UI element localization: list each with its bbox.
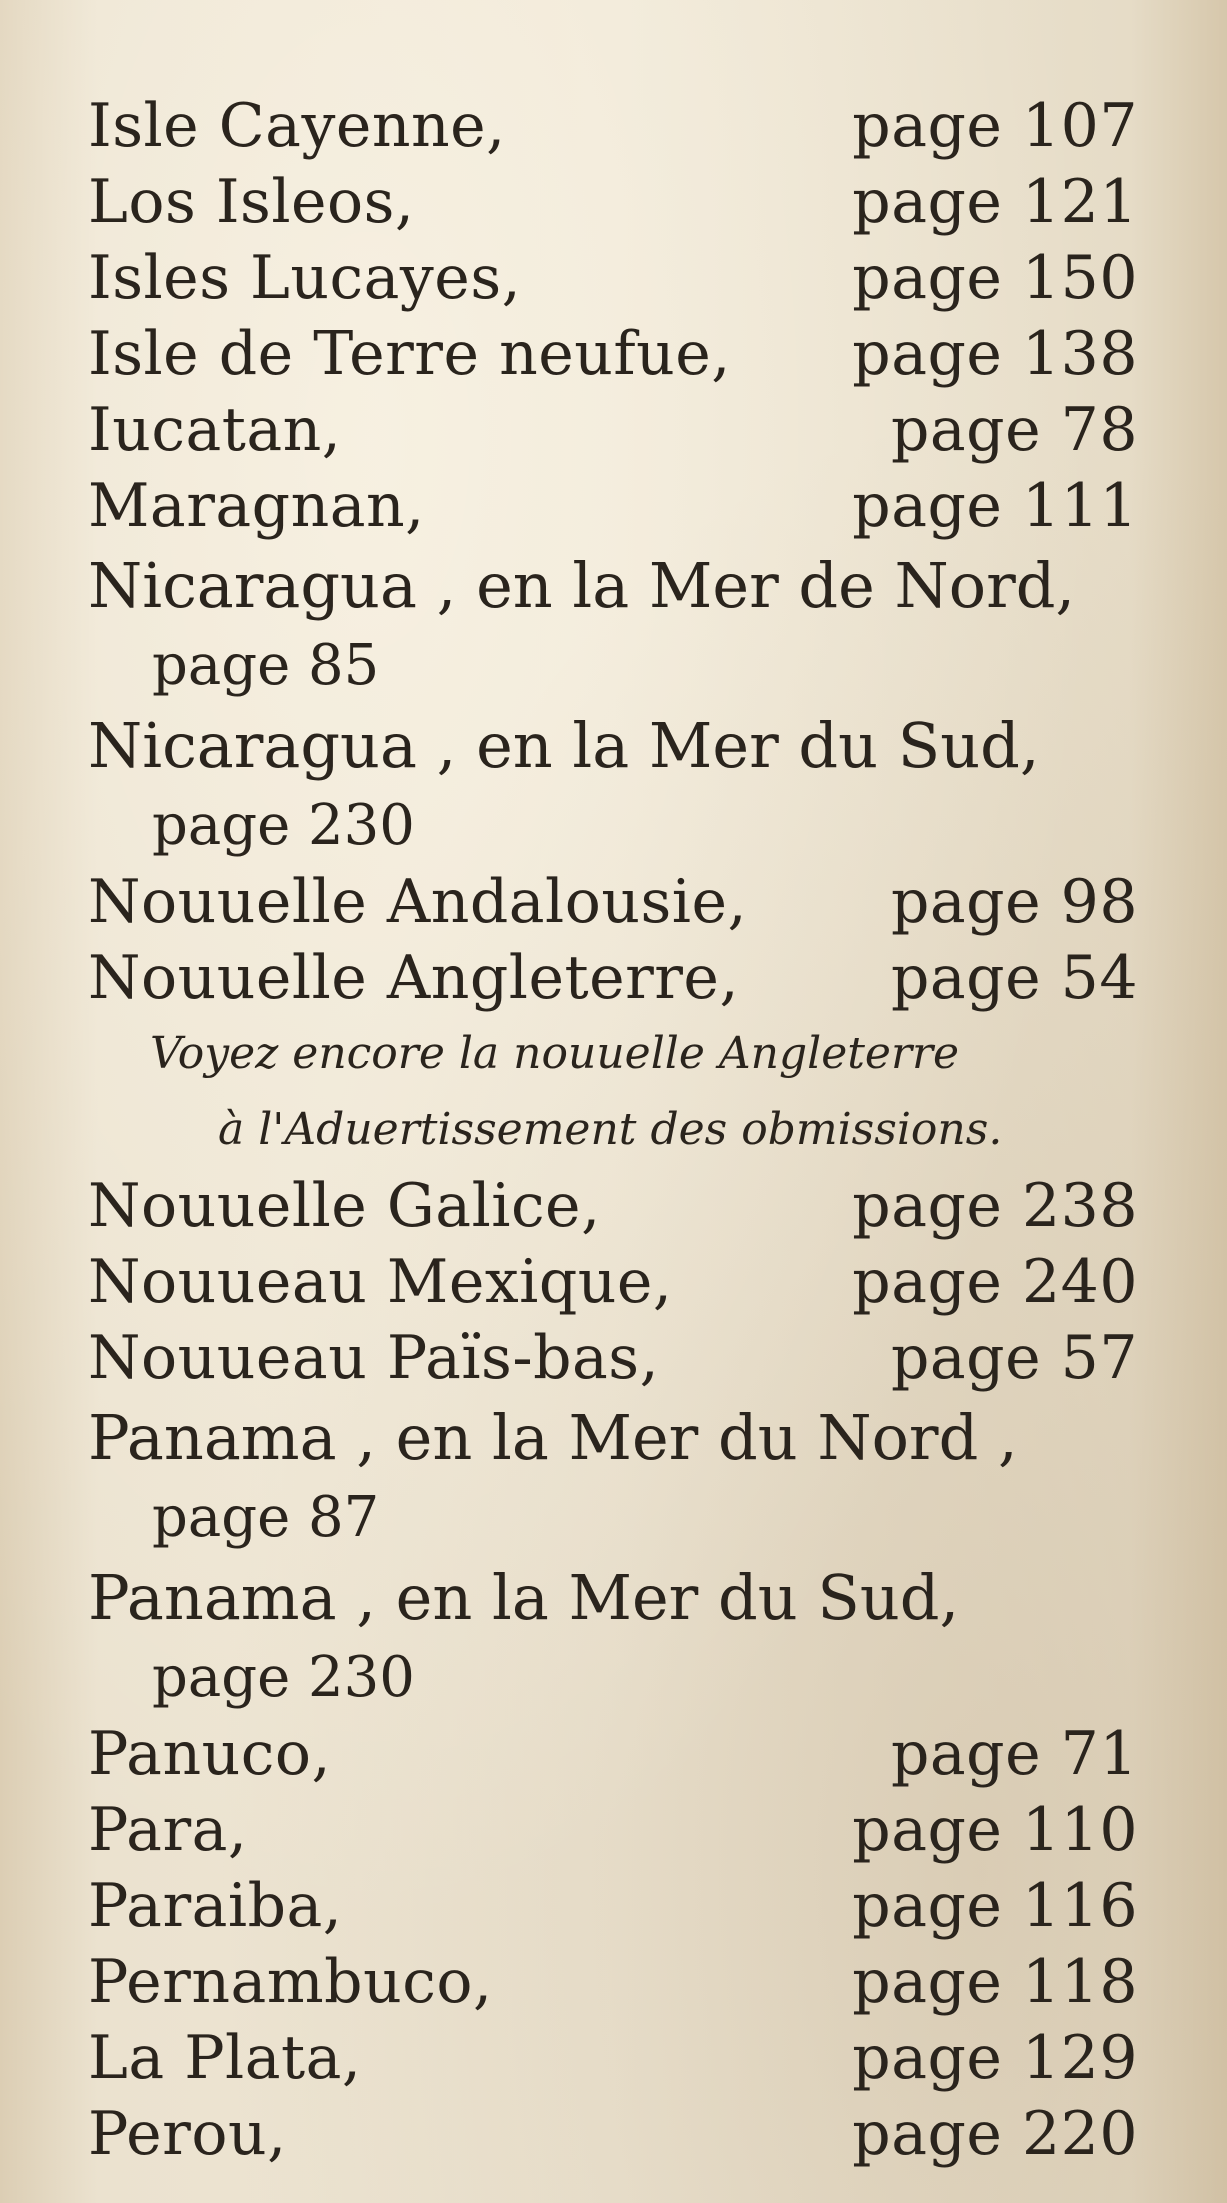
place-name: Isles Lucayes, <box>88 243 522 313</box>
index-entry <box>88 1944 1138 2020</box>
place-name: Nouueau Païs-bas, <box>88 1323 660 1393</box>
place-name-long: Panama , en la Mer du Sud, <box>88 1561 960 1634</box>
place-name: Para, <box>88 1795 248 1865</box>
place-name: Nouuelle Andalousie, <box>88 867 748 937</box>
page-reference: page 150 <box>852 243 1138 313</box>
page-reference: page 110 <box>852 1795 1138 1865</box>
index-entry <box>88 1868 1138 1944</box>
page-reference: page 85 <box>152 633 380 698</box>
index-entry <box>88 940 1138 1016</box>
cross-reference-note: Voyez encore la nouuelle Angleterre <box>150 1028 960 1079</box>
page-reference: page 111 <box>852 471 1138 541</box>
page-reference: page 57 <box>890 1323 1138 1393</box>
place-name: La Plata, <box>88 2023 362 2093</box>
place-name: Pernambuco, <box>88 1947 493 2017</box>
page-reference: page 87 <box>152 1485 380 1550</box>
index-entry <box>88 2020 1138 2096</box>
place-name-long: Nicaragua , en la Mer du Sud, <box>88 709 1040 782</box>
place-name: Panuco, <box>88 1719 332 1789</box>
index-entry <box>88 2096 1138 2172</box>
place-name: Nouuelle Galice, <box>88 1171 601 1241</box>
page-reference: page 116 <box>852 1871 1138 1941</box>
index-entry <box>88 1792 1138 1868</box>
index-entry <box>88 240 1138 316</box>
page-reference: page 240 <box>852 1247 1138 1317</box>
index-entry <box>88 1320 1138 1396</box>
place-name: Maragnan, <box>88 471 425 541</box>
index-list <box>88 88 1138 2172</box>
place-name: Iucatan, <box>88 395 342 465</box>
page-reference: page 230 <box>152 793 415 858</box>
page-reference: page 230 <box>152 1645 415 1710</box>
page-reference: page 54 <box>890 943 1138 1013</box>
page-reference: page 129 <box>852 2023 1138 2093</box>
page-reference: page 71 <box>890 1719 1138 1789</box>
place-name: Nouueau Mexique, <box>88 1247 673 1317</box>
index-entry <box>88 1244 1138 1320</box>
index-entry <box>88 88 1138 164</box>
place-name: Isle Cayenne, <box>88 91 506 161</box>
place-name-long: Nicaragua , en la Mer de Nord, <box>88 549 1076 622</box>
page-reference: page 121 <box>852 167 1138 237</box>
index-entry <box>88 316 1138 392</box>
index-entry <box>88 864 1138 940</box>
page-reference: page 138 <box>852 319 1138 389</box>
page-reference: page 220 <box>852 2099 1138 2169</box>
index-entry <box>88 1716 1138 1792</box>
place-name-long: Panama , en la Mer du Nord , <box>88 1401 1018 1474</box>
page-reference: page 107 <box>852 91 1138 161</box>
place-name: Perou, <box>88 2099 287 2169</box>
index-entry <box>88 468 1138 544</box>
page-reference: page 118 <box>852 1947 1138 2017</box>
place-name: Nouuelle Angleterre, <box>88 943 740 1013</box>
place-name: Los Isleos, <box>88 167 415 237</box>
page-reference: page 78 <box>890 395 1138 465</box>
place-name: Isle de Terre neufue, <box>88 319 731 389</box>
index-entry <box>88 1168 1138 1244</box>
page-reference: page 98 <box>890 867 1138 937</box>
page-reference: page 238 <box>852 1171 1138 1241</box>
index-entry <box>88 392 1138 468</box>
index-entry <box>88 164 1138 240</box>
cross-reference-note: à l'Aduertissement des obmissions. <box>218 1104 1003 1155</box>
place-name: Paraiba, <box>88 1871 343 1941</box>
